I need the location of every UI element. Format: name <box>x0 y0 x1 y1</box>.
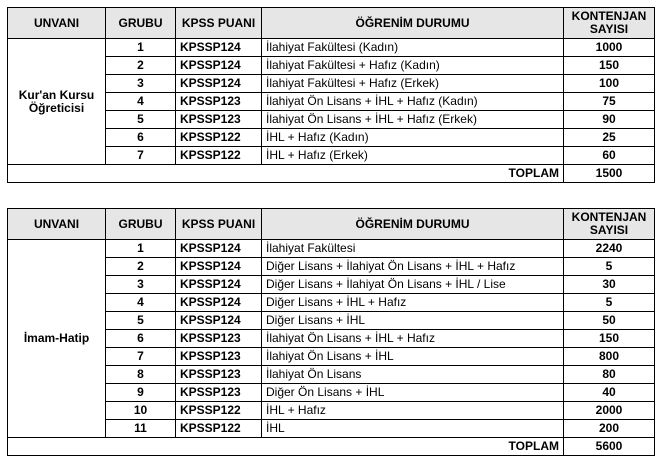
table-row <box>8 312 655 330</box>
kpss-cell: KPSSP123 <box>176 111 262 129</box>
table-row <box>8 240 655 258</box>
table-row <box>8 129 655 147</box>
kpss-cell: KPSSP124 <box>176 240 262 258</box>
grubu-cell: 9 <box>106 384 176 402</box>
grubu-cell: 6 <box>106 330 176 348</box>
kpss-cell: KPSSP123 <box>176 348 262 366</box>
kontenjan-cell: 150 <box>564 57 655 75</box>
ogrenim-cell: İlahiyat Fakültesi (Kadın) <box>262 39 564 57</box>
grubu-cell: 2 <box>106 57 176 75</box>
toplam-label: TOPLAM <box>8 438 564 456</box>
ogrenim-cell: İlahiyat Ön Lisans + İHL + Hafız <box>262 330 564 348</box>
table-row <box>8 258 655 276</box>
total-row <box>8 438 655 456</box>
kpss-cell: KPSSP124 <box>176 294 262 312</box>
kpss-cell: KPSSP124 <box>176 312 262 330</box>
kontenjan-cell: 1000 <box>564 39 655 57</box>
kpss-cell: KPSSP123 <box>176 366 262 384</box>
kontenjan-cell: 80 <box>564 366 655 384</box>
kontenjan-cell: 60 <box>564 147 655 165</box>
header-grubu: GRUBU <box>106 8 176 39</box>
toplam-value: 5600 <box>564 438 655 456</box>
grubu-cell: 11 <box>106 420 176 438</box>
header-grubu: GRUBU <box>106 209 176 240</box>
ogrenim-cell: İHL + Hafız (Kadın) <box>262 129 564 147</box>
header-kontenjan: KONTENJAN SAYISI <box>564 209 655 240</box>
kpss-cell: KPSSP124 <box>176 39 262 57</box>
ogrenim-cell: Diğer Lisans + İlahiyat Ön Lisans + İHL + Hafız <box>262 258 564 276</box>
kontenjan-cell: 30 <box>564 276 655 294</box>
header-kpss: KPSS PUANI <box>176 209 262 240</box>
ogrenim-cell: İlahiyat Ön Lisans + İHL + Hafız (Kadın) <box>262 93 564 111</box>
ogrenim-cell: Diğer Ön Lisans + İHL <box>262 384 564 402</box>
toplam-value: 1500 <box>564 165 655 183</box>
kontenjan-cell: 2000 <box>564 402 655 420</box>
grubu-cell: 7 <box>106 348 176 366</box>
kpss-cell: KPSSP124 <box>176 258 262 276</box>
kuran-kursu-table <box>7 7 655 183</box>
table-row <box>8 348 655 366</box>
kontenjan-cell: 2240 <box>564 240 655 258</box>
ogrenim-cell: İlahiyat Fakültesi + Hafız (Erkek) <box>262 75 564 93</box>
kpss-cell: KPSSP124 <box>176 57 262 75</box>
grubu-cell: 1 <box>106 39 176 57</box>
kontenjan-cell: 5 <box>564 258 655 276</box>
ogrenim-cell: İlahiyat Ön Lisans <box>262 366 564 384</box>
kpss-cell: KPSSP123 <box>176 93 262 111</box>
grubu-cell: 3 <box>106 75 176 93</box>
kontenjan-cell: 75 <box>564 93 655 111</box>
imam-hatip-table <box>7 208 655 456</box>
ogrenim-cell: İHL + Hafız <box>262 402 564 420</box>
unvan-cell: Kur'an Kursu Öğreticisi <box>8 39 106 165</box>
kpss-cell: KPSSP124 <box>176 276 262 294</box>
header-kontenjan: KONTENJAN SAYISI <box>564 8 655 39</box>
grubu-cell: 6 <box>106 129 176 147</box>
table-row <box>8 294 655 312</box>
table-row <box>8 93 655 111</box>
kpss-cell: KPSSP122 <box>176 420 262 438</box>
kpss-cell: KPSSP122 <box>176 402 262 420</box>
table-row <box>8 420 655 438</box>
grubu-cell: 5 <box>106 312 176 330</box>
kpss-cell: KPSSP124 <box>176 75 262 93</box>
table-row <box>8 366 655 384</box>
ogrenim-cell: İlahiyat Ön Lisans + İHL + Hafız (Erkek) <box>262 111 564 129</box>
kpss-cell: KPSSP122 <box>176 129 262 147</box>
header-ogrenim: ÖĞRENİM DURUMU <box>262 8 564 39</box>
kontenjan-cell: 90 <box>564 111 655 129</box>
ogrenim-cell: Diğer Lisans + İlahiyat Ön Lisans + İHL / Lise <box>262 276 564 294</box>
kontenjan-cell: 200 <box>564 420 655 438</box>
ogrenim-cell: Diğer Lisans + İHL + Hafız <box>262 294 564 312</box>
table-row <box>8 330 655 348</box>
table-row <box>8 402 655 420</box>
kontenjan-cell: 100 <box>564 75 655 93</box>
table-row <box>8 75 655 93</box>
ogrenim-cell: İlahiyat Fakültesi + Hafız (Kadın) <box>262 57 564 75</box>
header-row <box>8 209 655 240</box>
kontenjan-cell: 800 <box>564 348 655 366</box>
total-row <box>8 165 655 183</box>
grubu-cell: 8 <box>106 366 176 384</box>
grubu-cell: 2 <box>106 258 176 276</box>
kpss-cell: KPSSP123 <box>176 330 262 348</box>
unvan-cell: İmam-Hatip <box>8 240 106 438</box>
kontenjan-cell: 150 <box>564 330 655 348</box>
ogrenim-cell: Diğer Lisans + İHL <box>262 312 564 330</box>
ogrenim-cell: İHL <box>262 420 564 438</box>
table-row <box>8 39 655 57</box>
toplam-label: TOPLAM <box>8 165 564 183</box>
header-kpss: KPSS PUANI <box>176 8 262 39</box>
grubu-cell: 7 <box>106 147 176 165</box>
kontenjan-cell: 25 <box>564 129 655 147</box>
ogrenim-cell: İlahiyat Ön Lisans + İHL <box>262 348 564 366</box>
table-row <box>8 147 655 165</box>
table-row <box>8 276 655 294</box>
header-unvani: UNVANI <box>8 209 106 240</box>
kpss-cell: KPSSP123 <box>176 384 262 402</box>
ogrenim-cell: İlahiyat Fakültesi <box>262 240 564 258</box>
grubu-cell: 4 <box>106 93 176 111</box>
grubu-cell: 4 <box>106 294 176 312</box>
header-row <box>8 8 655 39</box>
header-unvani: UNVANI <box>8 8 106 39</box>
kpss-cell: KPSSP122 <box>176 147 262 165</box>
kontenjan-cell: 50 <box>564 312 655 330</box>
grubu-cell: 1 <box>106 240 176 258</box>
grubu-cell: 10 <box>106 402 176 420</box>
table-row <box>8 57 655 75</box>
kontenjan-cell: 40 <box>564 384 655 402</box>
grubu-cell: 5 <box>106 111 176 129</box>
grubu-cell: 3 <box>106 276 176 294</box>
ogrenim-cell: İHL + Hafız (Erkek) <box>262 147 564 165</box>
table-row <box>8 384 655 402</box>
table-row <box>8 111 655 129</box>
kontenjan-cell: 5 <box>564 294 655 312</box>
header-ogrenim: ÖĞRENİM DURUMU <box>262 209 564 240</box>
